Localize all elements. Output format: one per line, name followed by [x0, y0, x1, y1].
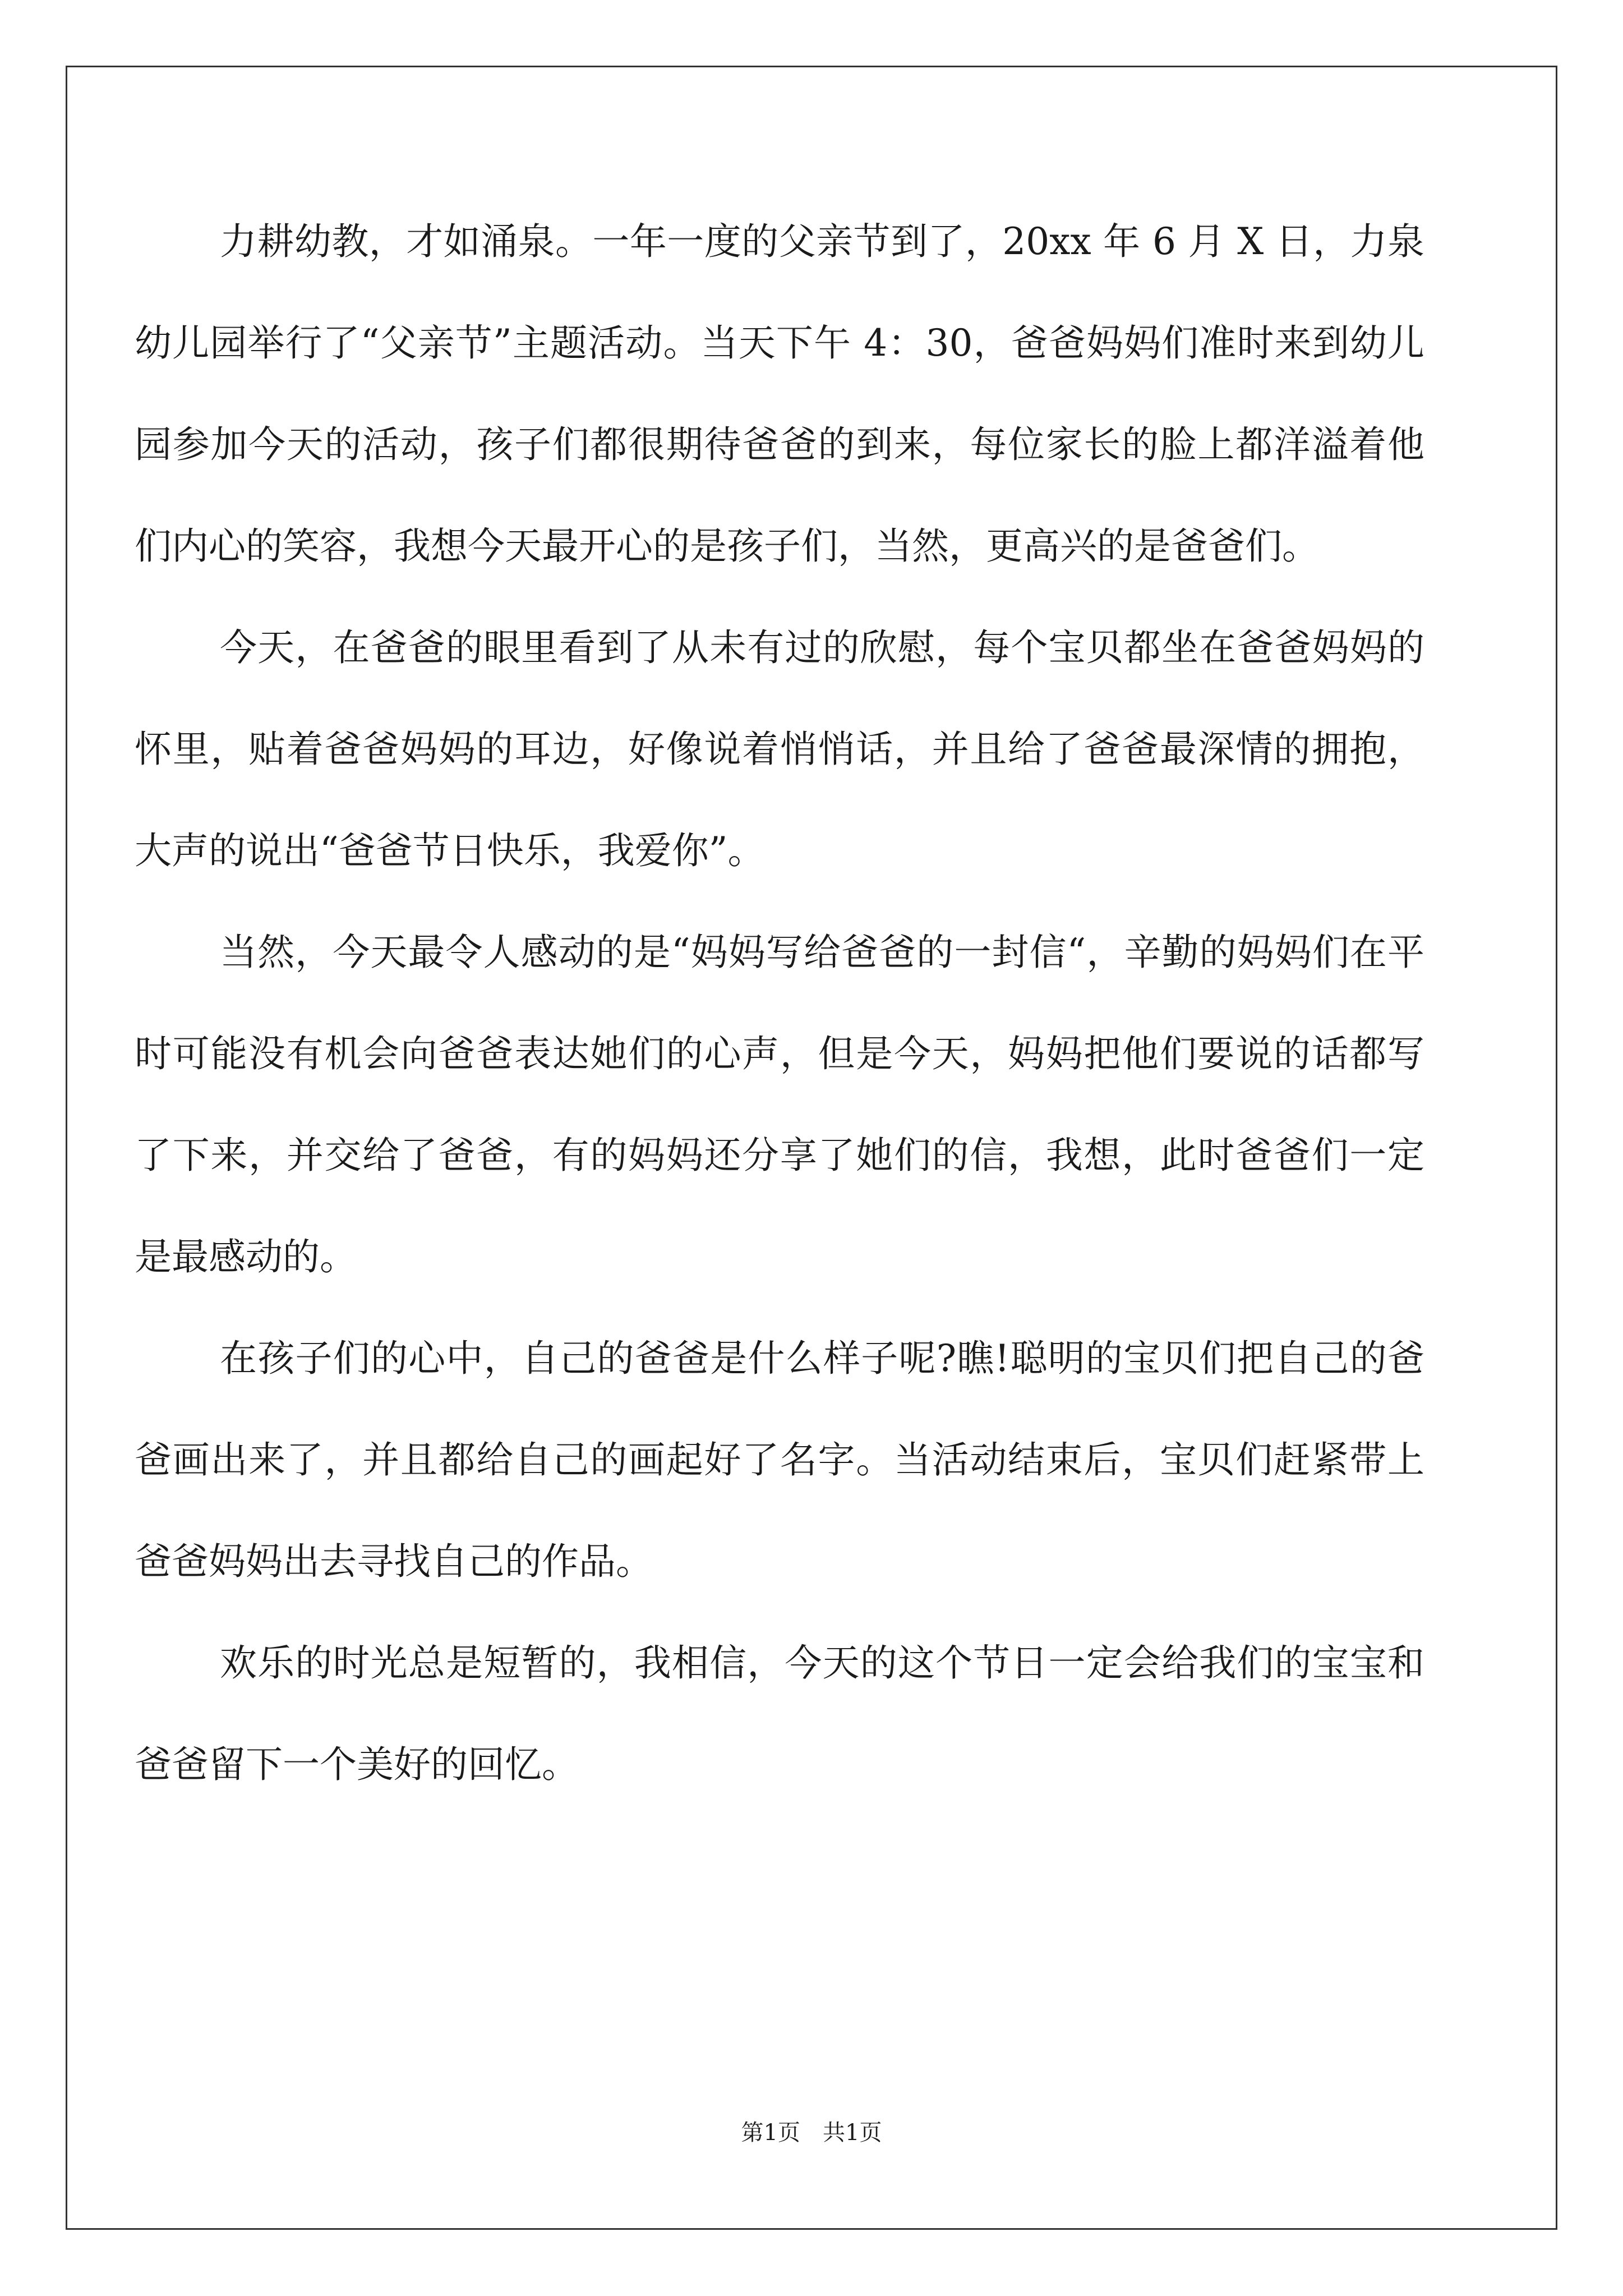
paragraph-5: 欢乐的时光总是短暂的，我相信，今天的这个节日一定会给我们的宝宝和爸爸留下一个美好的回忆。 [135, 1641, 1424, 1786]
paragraph-2: 今天，在爸爸的眼里看到了从未有过的欣慰，每个宝贝都坐在爸爸妈妈的怀里，贴着爸爸妈妈的耳边，好像说着悄悄话，并且给了爸爸最深情的拥抱，大声的说出“爸爸节日快乐，我爱你”。 [135, 626, 1424, 872]
paragraph-3: 当然，今天最令人感动的是“妈妈写给爸爸的一封信“，辛勤的妈妈们在平时可能没有机会向爸爸表达她们的心声，但是今天，妈妈把他们要说的话都写了下来，并交给了爸爸，有的妈妈还分享了她们的信，我想，此时爸爸们一定是最感动的。 [135, 931, 1424, 1278]
document-body [135, 191, 1424, 1815]
paragraph-4: 在孩子们的心中，自己的爸爸是什么样子呢?瞧!聪明的宝贝们把自己的爸爸画出来了，并且都给自己的画起好了名字。当活动结束后，宝贝们赶紧带上爸爸妈妈出去寻找自己的作品。 [135, 1337, 1424, 1583]
page-footer: 第1页 共1页 [741, 2120, 882, 2146]
paragraph-1: 力耕幼教，才如涌泉。一年一度的父亲节到了，20xx 年 6 月 X 日，力泉幼儿园举行了“父亲节”主题活动。当天下午 4：30，爸爸妈妈们准时来到幼儿园参加今天的活动，孩子们都很期待爸爸的到来，每位家长的脸上都洋溢着他们内心的笑容，我想今天最开心的是孩子们，当然，更高兴的是爸爸们。 [135, 220, 1424, 568]
